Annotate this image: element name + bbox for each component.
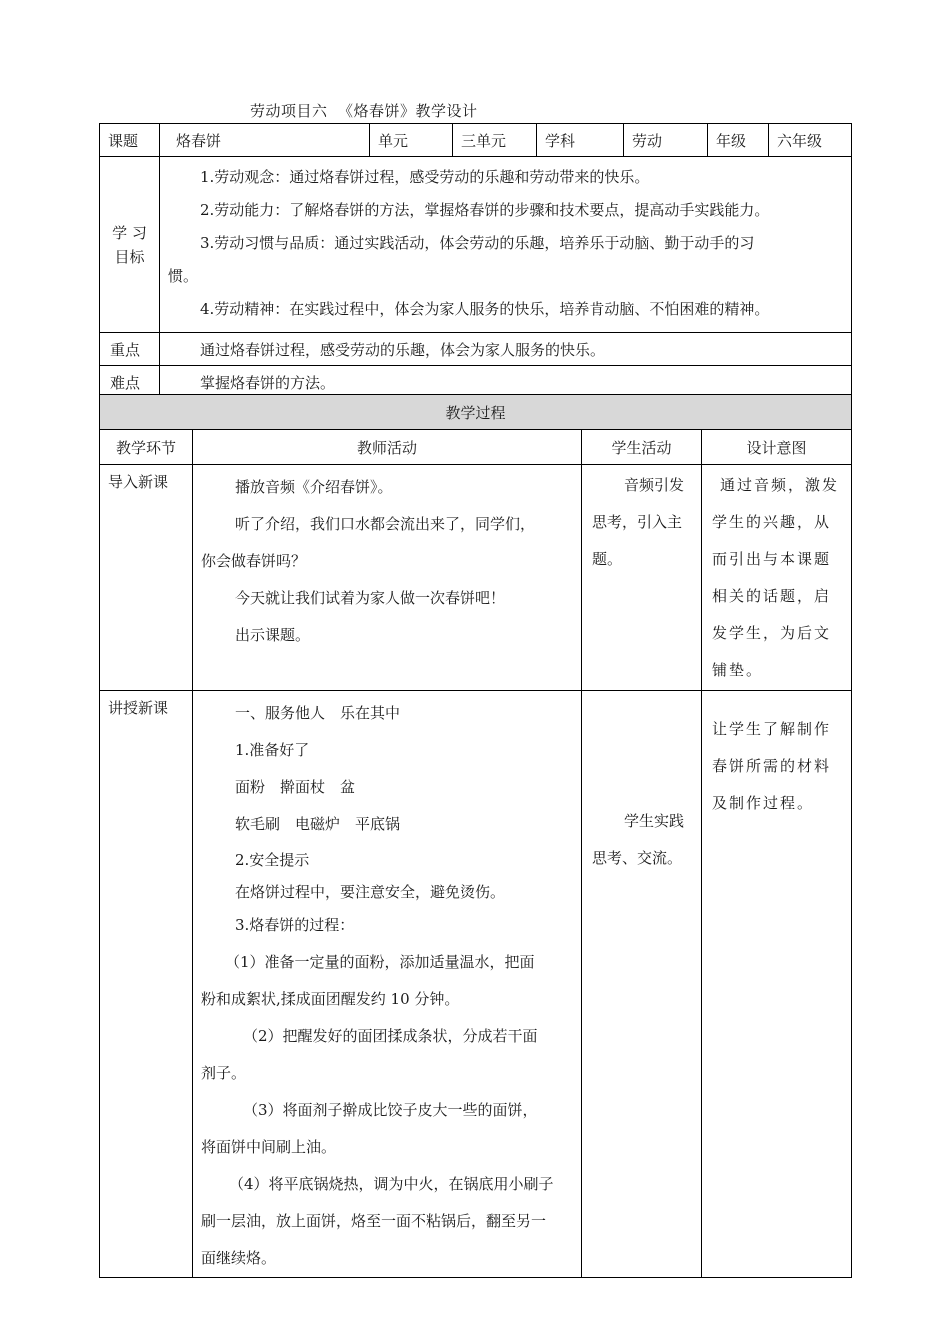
key-point-row (100, 333, 852, 366)
lesson-teacher-line: 粉和成絮状,揉成面团醒发约 10 分钟。 (201, 990, 460, 1008)
goal-item-1: 1.劳动观念：通过烙春饼过程，感受劳动的乐趣和劳动带来的快乐。 (200, 168, 650, 186)
intro-intent (702, 465, 852, 691)
col-student: 学生活动 (582, 430, 702, 465)
goals-row (100, 157, 852, 333)
goal-item-3-cont: 惯。 (168, 267, 199, 285)
lesson-teacher-line: 1.准备好了 (235, 741, 310, 759)
lesson-teacher-line: （2）把醒发好的面团揉成条状，分成若干面 (243, 1027, 538, 1045)
key-point-label: 重点 (100, 333, 160, 366)
lesson-teacher-line: （1）准备一定量的面粉，添加适量温水，把面 (225, 953, 535, 971)
intro-intent-line: 而引出与本课题 (712, 550, 832, 568)
unit-value: 三单元 (453, 124, 537, 157)
lesson-teacher-line: 软毛刷 电磁炉 平底锅 (235, 815, 401, 833)
lesson-row (100, 691, 852, 1278)
intro-teacher-line: 听了介绍，我们口水都会流出来了，同学们， (235, 515, 536, 533)
column-header-row (100, 430, 852, 465)
lesson-teacher-line: （4）将平底锅烧热，调为中火，在锅底用小刷子 (229, 1175, 554, 1193)
intro-intent-line: 发学生，为后文 (712, 624, 832, 642)
lesson-intent (702, 691, 852, 1278)
goals-label-line1: 学 习 (112, 223, 147, 242)
goals-label (100, 157, 160, 333)
goal-item-4: 4.劳动精神：在实践过程中，体会为家人服务的快乐，培养肯动脑、不怕困难的精神。 (200, 300, 770, 318)
lesson-segment: 讲授新课 (100, 691, 193, 1278)
intro-intent-line: 相关的话题，启 (712, 587, 832, 605)
intro-student (582, 465, 702, 691)
intro-teacher (193, 465, 582, 691)
grade-value: 六年级 (769, 124, 852, 157)
goals-label-line2: 目标 (114, 247, 145, 266)
intro-intent-line: 铺垫。 (712, 661, 764, 679)
lesson-teacher-line: 在烙饼过程中，要注意安全，避免烫伤。 (235, 883, 506, 901)
difficulty-label: 难点 (100, 366, 160, 399)
lesson-student-line: 学生实践 (624, 812, 685, 830)
col-teacher: 教师活动 (193, 430, 582, 465)
lesson-teacher-line: 剂子。 (201, 1064, 247, 1082)
intro-teacher-line: 出示课题。 (235, 626, 311, 644)
topic-value: 烙春饼 (160, 124, 370, 157)
col-segment: 教学环节 (100, 430, 193, 465)
lesson-teacher-line: 3.烙春饼的过程： (235, 916, 355, 934)
intro-teacher-line: 你会做春饼吗？ (201, 552, 307, 570)
lesson-student (582, 691, 702, 1278)
lesson-teacher (193, 691, 582, 1278)
intro-segment: 导入新课 (100, 465, 193, 691)
header-row (100, 124, 852, 157)
process-table (99, 394, 852, 1278)
intro-teacher-line: 播放音频《介绍春饼》。 (235, 478, 393, 496)
lesson-teacher-line: 2.安全提示 (235, 851, 310, 869)
difficulty-text: 掌握烙春饼的方法。 (160, 366, 852, 399)
intro-student-line: 音频引发 (624, 476, 685, 494)
intro-row (100, 465, 852, 691)
lesson-intent-line: 让学生了解制作 (712, 720, 832, 738)
intro-student-line: 思考，引入主 (592, 513, 683, 531)
intro-teacher-line: 今天就让我们试着为家人做一次春饼吧！ (235, 589, 506, 607)
key-point-text: 通过烙春饼过程，感受劳动的乐趣，体会为家人服务的快乐。 (160, 333, 852, 366)
lesson-intent-line: 及制作过程。 (712, 794, 815, 812)
intro-intent-line: 通过音频，激发 (720, 476, 840, 494)
topic-label: 课题 (100, 124, 160, 157)
unit-label: 单元 (370, 124, 453, 157)
goal-item-2: 2.劳动能力：了解烙春饼的方法，掌握烙春饼的步骤和技术要点，提高动手实践能力。 (200, 201, 770, 219)
goals-content (160, 157, 852, 333)
lesson-teacher-line: 面粉 擀面杖 盆 (235, 778, 356, 796)
lesson-teacher-line: 面继续烙。 (201, 1249, 277, 1267)
page-title: 劳动项目六 《烙春饼》教学设计 (250, 102, 478, 120)
intro-student-line: 题。 (592, 550, 623, 568)
process-banner: 教学过程 (100, 395, 852, 430)
grade-label: 年级 (708, 124, 769, 157)
info-table (99, 123, 852, 399)
goal-item-3: 3.劳动习惯与品质：通过实践活动，体会劳动的乐趣，培养乐于动脑、勤于动手的习 (200, 234, 755, 252)
col-intent: 设计意图 (702, 430, 852, 465)
subject-label: 学科 (537, 124, 624, 157)
lesson-student-line: 思考、交流。 (592, 849, 683, 867)
subject-value: 劳动 (624, 124, 708, 157)
lesson-teacher-line: 一、服务他人 乐在其中 (235, 704, 401, 722)
lesson-teacher-line: 将面饼中间刷上油。 (201, 1138, 337, 1156)
intro-intent-line: 学生的兴趣，从 (712, 513, 832, 531)
lesson-teacher-line: 刷一层油，放上面饼，烙至一面不粘锅后，翻至另一 (201, 1212, 547, 1230)
lesson-intent-line: 春饼所需的材料 (712, 757, 832, 775)
lesson-teacher-line: （3）将面剂子擀成比饺子皮大一些的面饼， (243, 1101, 538, 1119)
